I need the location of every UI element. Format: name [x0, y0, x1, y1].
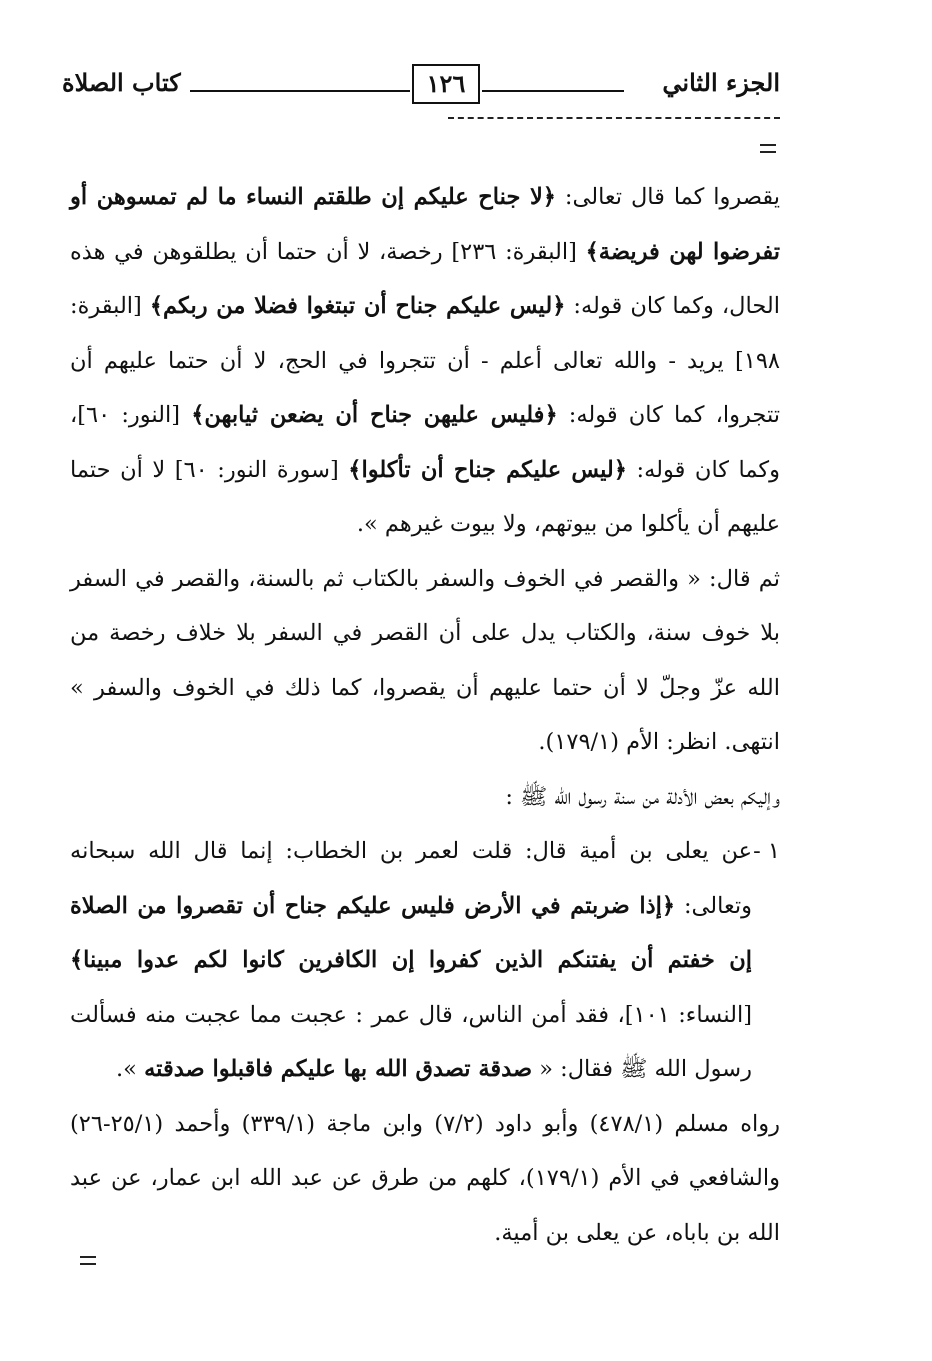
text: [النساء: ١٠١]، فقد أمن الناس، قال عمر : عجبت مما عجبت منه فسألت رسول الله ﷺ فقال: « [70, 1001, 752, 1082]
header-rule-right [482, 90, 624, 92]
body-text [70, 170, 780, 1260]
book-title: كتاب الصلاة [62, 68, 181, 97]
quran-verse: ﴿فليس عليهن جناح أن يضعن ثيابهن﴾ [191, 402, 558, 428]
quran-verse: ﴿إذا ضربتم في الأرض فليس عليكم جناح أن تقصروا من الصلاة إن خفتم أن يفتنكم الذين كفروا إن الكافرين كانوا لكم عدوا مبينا﴾ [70, 892, 752, 973]
text: يقصروا كما قال تعالى: [555, 184, 780, 210]
text: [النور: ٦٠]، وكما كان قوله: [70, 402, 780, 483]
paragraph-3: وإليكم بعض الأدلة من سنة رسول الله ﷺ : [505, 783, 780, 810]
running-header [62, 62, 780, 110]
text: ». [116, 1056, 145, 1082]
item-number: ١ - [753, 838, 780, 864]
double-bar-mark-bottom [80, 1256, 96, 1258]
header-rule-left [190, 90, 410, 92]
quran-verse: ﴿ليس عليكم جناح أن تأكلوا﴾ [348, 456, 627, 483]
quran-verse: ﴿لا جناح عليكم إن طلقتم النساء ما لم تمسوهن أو تفرضوا لهن فريضة﴾ [70, 184, 780, 265]
text: [البقرة: ١٩٨] يريد - والله تعالى أعلم - أن تتجروا في الحج، لا أن حتما عليهم أن تتجروا، كما كان قوله: [70, 293, 780, 428]
text: [البقرة: ٢٣٦] رخصة، لا أن حتما أن يطلقوهن في هذه الحال، وكما كان قوله: [70, 238, 780, 319]
dashed-separator [448, 117, 780, 119]
part-title: الجزء الثاني [662, 68, 780, 97]
double-bar-mark-top [760, 144, 776, 146]
paragraph-2: ثم قال: « والقصر في الخوف والسفر بالكتاب ثم بالسنة، والقصر في السفر بلا خوف سنة، والكتاب يدل على أن القصر في السفر بلا خلاف رخصة من الله عزّ وجلّ لا أن حتما عليهم أن يقصروا، كما ذلك في الخوف والسفر » انتهى. انظر: الأم (١٧٩/١). [70, 565, 780, 755]
text: عن يعلى بن أمية قال: قلت لعمر بن الخطاب: إنما قال الله سبحانه وتعالى: [70, 838, 752, 919]
paragraph-1 [70, 170, 780, 552]
quran-verse: ﴿ليس عليكم جناح أن تبتغوا فضلا من ربكم﴾ [149, 293, 566, 319]
page-number: ١٢٦ [412, 64, 480, 104]
paragraph-4: رواه مسلم (٤٧٨/١) وأبو داود (٧/٢) وابن ماجة (٣٣٩/١) وأحمد (٢٥/١-٢٦) والشافعي في الأم (١٧٩/١)، كلهم من طرق عن عبد الله ابن عمار، عن عبد الله بن باباه، عن يعلى بن أمية. [70, 1110, 780, 1246]
text: [سورة النور: ٦٠] لا أن حتما عليهم أن يأكلوا من بيوتهم، ولا بيوت غيرهم ». [70, 456, 780, 537]
numbered-item-1 [70, 824, 780, 1097]
hadith-quote: صدقة تصدق الله بها عليكم فاقبلوا صدقته [144, 1056, 533, 1082]
